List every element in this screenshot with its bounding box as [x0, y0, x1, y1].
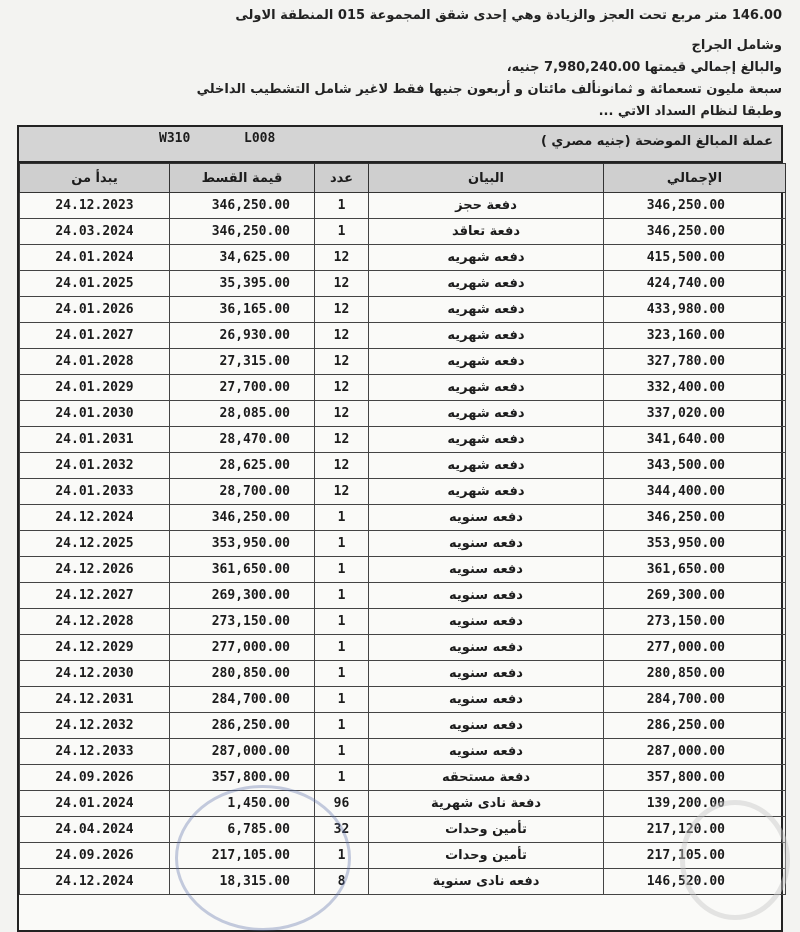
cell-count: 1	[315, 843, 369, 869]
col-header-description: البيان	[369, 164, 604, 193]
cell-date: 24.12.2024	[20, 869, 170, 895]
cell-amount: 6,785.00	[170, 817, 315, 843]
cell-total: 217,105.00	[604, 843, 786, 869]
cell-count: 1	[315, 531, 369, 557]
cell-date: 24.04.2024	[20, 817, 170, 843]
cell-amount: 27,700.00	[170, 375, 315, 401]
cell-date: 24.12.2026	[20, 557, 170, 583]
cell-date: 24.01.2024	[20, 245, 170, 271]
table-row	[20, 713, 786, 739]
table-row	[20, 245, 786, 271]
intro-line: 146.00 متر مربع تحت العجز والزيادة وهي إحدى شقق المجموعة 015 المنطقة الاولى	[235, 8, 782, 23]
cell-total: 341,640.00	[604, 427, 786, 453]
cell-description: دفعه شهريه	[369, 401, 604, 427]
cell-amount: 357,800.00	[170, 765, 315, 791]
table-row	[20, 323, 786, 349]
cell-total: 327,780.00	[604, 349, 786, 375]
col-header-total: الإجمالي	[604, 164, 786, 193]
cell-total: 284,700.00	[604, 687, 786, 713]
table-row	[20, 219, 786, 245]
cell-amount: 26,930.00	[170, 323, 315, 349]
cell-description: دفعه شهريه	[369, 479, 604, 505]
table-row	[20, 687, 786, 713]
unit-code: L008	[244, 131, 276, 146]
cell-amount: 18,315.00	[170, 869, 315, 895]
cell-description: دفعه نادى سنوية	[369, 869, 604, 895]
cell-date: 24.12.2032	[20, 713, 170, 739]
schedule-body	[20, 193, 786, 895]
cell-description: دفعه شهريه	[369, 297, 604, 323]
cell-total: 332,400.00	[604, 375, 786, 401]
cell-amount: 346,250.00	[170, 193, 315, 219]
cell-amount: 284,700.00	[170, 687, 315, 713]
col-header-amount: قيمة القسط	[170, 164, 315, 193]
cell-date: 24.12.2033	[20, 739, 170, 765]
cell-total: 344,400.00	[604, 479, 786, 505]
cell-amount: 28,470.00	[170, 427, 315, 453]
unit-code: W310	[159, 131, 191, 146]
schedule-header-bar	[19, 127, 781, 163]
cell-count: 1	[315, 505, 369, 531]
cell-description: دفعه شهريه	[369, 245, 604, 271]
cell-date: 24.01.2031	[20, 427, 170, 453]
cell-total: 146,520.00	[604, 869, 786, 895]
cell-amount: 273,150.00	[170, 609, 315, 635]
cell-count: 1	[315, 219, 369, 245]
table-row	[20, 557, 786, 583]
cell-description: دفعه سنويه	[369, 687, 604, 713]
cell-description: دفعه شهريه	[369, 375, 604, 401]
cell-count: 1	[315, 557, 369, 583]
cell-total: 277,000.00	[604, 635, 786, 661]
intro-line: وطبقا لنظام السداد الاتي ...	[598, 104, 782, 119]
cell-description: دفعه سنويه	[369, 609, 604, 635]
col-header-count: عدد	[315, 164, 369, 193]
cell-description: دفعة تعاقد	[369, 219, 604, 245]
cell-date: 24.03.2024	[20, 219, 170, 245]
cell-date: 24.12.2027	[20, 583, 170, 609]
cell-description: دفعة حجز	[369, 193, 604, 219]
cell-amount: 1,450.00	[170, 791, 315, 817]
cell-description: دفعه سنويه	[369, 583, 604, 609]
cell-date: 24.01.2027	[20, 323, 170, 349]
cell-amount: 346,250.00	[170, 505, 315, 531]
cell-date: 24.12.2030	[20, 661, 170, 687]
cell-amount: 217,105.00	[170, 843, 315, 869]
cell-amount: 34,625.00	[170, 245, 315, 271]
schedule-table	[19, 163, 786, 895]
cell-date: 24.12.2025	[20, 531, 170, 557]
cell-description: دفعة مستحقه	[369, 765, 604, 791]
cell-total: 357,800.00	[604, 765, 786, 791]
table-row	[20, 609, 786, 635]
cell-total: 424,740.00	[604, 271, 786, 297]
cell-total: 361,650.00	[604, 557, 786, 583]
cell-description: دفعه سنويه	[369, 635, 604, 661]
cell-description: تأمين وحدات	[369, 843, 604, 869]
cell-count: 1	[315, 609, 369, 635]
cell-date: 24.09.2026	[20, 843, 170, 869]
cell-count: 12	[315, 245, 369, 271]
cell-description: دفعه سنويه	[369, 739, 604, 765]
cell-amount: 277,000.00	[170, 635, 315, 661]
cell-description: دفعه شهريه	[369, 323, 604, 349]
cell-description: دفعه سنويه	[369, 557, 604, 583]
table-row	[20, 349, 786, 375]
cell-date: 24.01.2033	[20, 479, 170, 505]
cell-date: 24.01.2032	[20, 453, 170, 479]
cell-count: 12	[315, 297, 369, 323]
col-header-date: يبدأ من	[20, 164, 170, 193]
cell-description: دفعه شهريه	[369, 349, 604, 375]
cell-count: 1	[315, 713, 369, 739]
cell-amount: 280,850.00	[170, 661, 315, 687]
cell-date: 24.09.2026	[20, 765, 170, 791]
intro-line: سبعة مليون تسعمائة و ثمانونألف مائتان و أربعون جنيها فقط لاغير شامل التشطيب الداخلي	[196, 82, 782, 97]
cell-count: 12	[315, 271, 369, 297]
cell-amount: 353,950.00	[170, 531, 315, 557]
table-row	[20, 817, 786, 843]
cell-description: دفعه سنويه	[369, 713, 604, 739]
cell-date: 24.01.2030	[20, 401, 170, 427]
table-row	[20, 427, 786, 453]
cell-date: 24.12.2028	[20, 609, 170, 635]
table-row	[20, 583, 786, 609]
table-row	[20, 635, 786, 661]
cell-total: 343,500.00	[604, 453, 786, 479]
table-row	[20, 479, 786, 505]
cell-total: 433,980.00	[604, 297, 786, 323]
table-row	[20, 453, 786, 479]
cell-total: 139,200.00	[604, 791, 786, 817]
cell-total: 346,250.00	[604, 219, 786, 245]
cell-date: 24.01.2029	[20, 375, 170, 401]
cell-amount: 28,085.00	[170, 401, 315, 427]
cell-total: 273,150.00	[604, 609, 786, 635]
cell-description: دفعة نادى شهرية	[369, 791, 604, 817]
cell-count: 1	[315, 765, 369, 791]
cell-date: 24.12.2024	[20, 505, 170, 531]
cell-description: دفعه شهريه	[369, 271, 604, 297]
payment-schedule	[17, 125, 783, 932]
cell-description: دفعه سنويه	[369, 505, 604, 531]
currency-note: عملة المبالغ الموضحة (جنيه مصري )	[540, 134, 773, 149]
cell-description: تأمين وحدات	[369, 817, 604, 843]
table-row	[20, 531, 786, 557]
table-row	[20, 505, 786, 531]
cell-total: 217,120.00	[604, 817, 786, 843]
cell-count: 8	[315, 869, 369, 895]
cell-date: 24.12.2023	[20, 193, 170, 219]
cell-date: 24.12.2029	[20, 635, 170, 661]
cell-total: 346,250.00	[604, 193, 786, 219]
cell-count: 32	[315, 817, 369, 843]
table-row	[20, 791, 786, 817]
cell-date: 24.01.2028	[20, 349, 170, 375]
cell-count: 1	[315, 687, 369, 713]
table-row	[20, 661, 786, 687]
cell-total: 323,160.00	[604, 323, 786, 349]
cell-amount: 35,395.00	[170, 271, 315, 297]
cell-total: 287,000.00	[604, 739, 786, 765]
cell-amount: 346,250.00	[170, 219, 315, 245]
intro-line: والبالغ إجمالي قيمتها 7,980,240.00 جنيه،	[506, 60, 782, 75]
cell-total: 346,250.00	[604, 505, 786, 531]
cell-amount: 269,300.00	[170, 583, 315, 609]
table-row	[20, 193, 786, 219]
cell-amount: 286,250.00	[170, 713, 315, 739]
cell-count: 1	[315, 661, 369, 687]
header-row	[20, 164, 786, 193]
cell-total: 269,300.00	[604, 583, 786, 609]
cell-date: 24.12.2031	[20, 687, 170, 713]
table-row	[20, 869, 786, 895]
cell-count: 12	[315, 375, 369, 401]
cell-count: 12	[315, 323, 369, 349]
cell-description: دفعه سنويه	[369, 531, 604, 557]
table-row	[20, 843, 786, 869]
cell-count: 12	[315, 427, 369, 453]
table-row	[20, 271, 786, 297]
cell-count: 1	[315, 583, 369, 609]
cell-count: 12	[315, 479, 369, 505]
cell-count: 12	[315, 453, 369, 479]
table-row	[20, 297, 786, 323]
cell-total: 280,850.00	[604, 661, 786, 687]
cell-date: 24.01.2025	[20, 271, 170, 297]
intro-line: وشامل الجراج	[691, 38, 782, 53]
cell-count: 1	[315, 739, 369, 765]
table-row	[20, 375, 786, 401]
cell-count: 12	[315, 401, 369, 427]
cell-description: دفعه سنويه	[369, 661, 604, 687]
cell-total: 337,020.00	[604, 401, 786, 427]
cell-count: 96	[315, 791, 369, 817]
cell-amount: 28,700.00	[170, 479, 315, 505]
cell-description: دفعه شهريه	[369, 453, 604, 479]
table-row	[20, 739, 786, 765]
table-row	[20, 401, 786, 427]
cell-amount: 287,000.00	[170, 739, 315, 765]
cell-total: 353,950.00	[604, 531, 786, 557]
cell-date: 24.01.2024	[20, 791, 170, 817]
cell-amount: 36,165.00	[170, 297, 315, 323]
cell-total: 415,500.00	[604, 245, 786, 271]
cell-count: 1	[315, 635, 369, 661]
contract-intro	[0, 0, 800, 124]
cell-count: 12	[315, 349, 369, 375]
cell-amount: 28,625.00	[170, 453, 315, 479]
table-row	[20, 765, 786, 791]
cell-description: دفعه شهريه	[369, 427, 604, 453]
cell-amount: 27,315.00	[170, 349, 315, 375]
cell-date: 24.01.2026	[20, 297, 170, 323]
cell-count: 1	[315, 193, 369, 219]
cell-total: 286,250.00	[604, 713, 786, 739]
cell-amount: 361,650.00	[170, 557, 315, 583]
